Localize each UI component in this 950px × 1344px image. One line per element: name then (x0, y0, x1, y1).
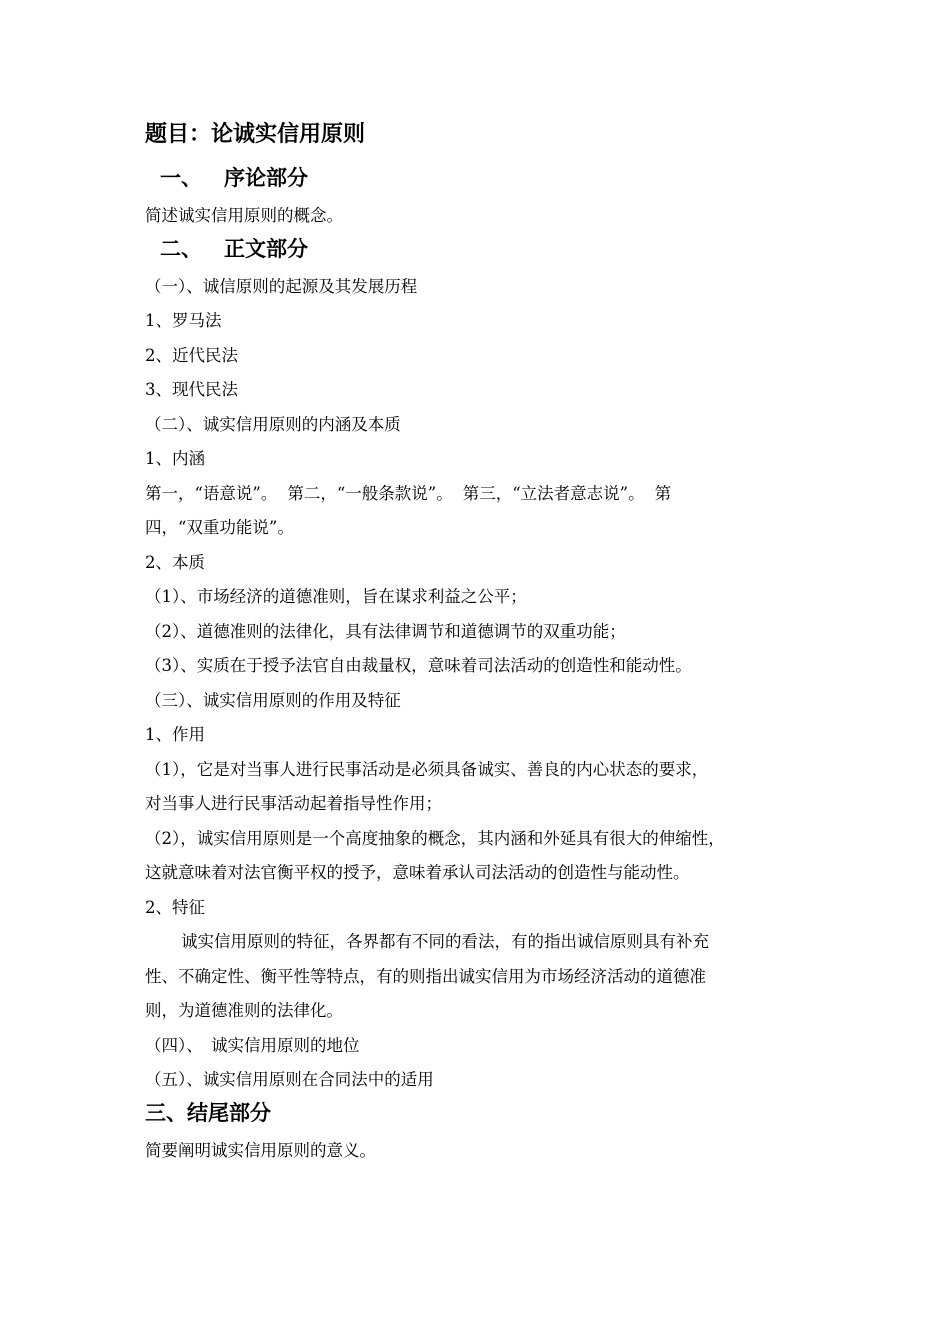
subsection-heading: （一）、诚信原则的起源及其发展历程 (145, 276, 418, 296)
list-item: 2、近代民法 (145, 345, 238, 365)
text-run: 第三，“立法者意志说”。 (462, 483, 645, 503)
list-item: 3、现代民法 (145, 380, 238, 399)
paragraph-line: （2），诚实信用原则是一个高度抽象的概念，其内涵和外延具有很大的伸缩性， (145, 828, 725, 848)
document-title: 题目：论诚实信用原则 (145, 122, 366, 147)
section-heading-body (145, 234, 825, 270)
paragraph-line: 则，为道德准则的法律化。 (145, 1001, 343, 1020)
list-item: 2、特征 (145, 897, 205, 917)
subsection-heading: （三）、诚实信用原则的作用及特征 (145, 690, 401, 710)
paragraph-line: 性、不确定性、衡平性等特点，有的则指出诚实信用为市场经济活动的道德准 (145, 966, 706, 986)
list-item: 1、罗马法 (145, 311, 222, 330)
list-item: 2、本质 (145, 552, 205, 572)
section-number: 一、 (160, 166, 202, 190)
paragraph: 简要阐明诚实信用原则的意义。 (145, 1140, 376, 1160)
text-run: 第一，“语意说”。 (145, 483, 278, 503)
section-title: 序论部分 (224, 166, 308, 190)
list-item: （2）、道德准则的法律化，具有法律调节和道德调节的双重功能； (145, 621, 626, 641)
paragraph-line: （1），它是对当事人进行民事活动是必须具备诚实、善良的内心状态的要求， (145, 759, 709, 779)
paragraph-line: 这就意味着对法官衡平权的授予，意味着承认司法活动的创造性与能动性。 (145, 863, 690, 882)
paragraph: 简述诚实信用原则的概念。 (145, 206, 343, 225)
section-number: 二、 (160, 236, 202, 261)
text-run: 第 (654, 483, 672, 503)
subsection-heading: （五）、诚实信用原则在合同法中的适用 (145, 1070, 434, 1089)
section-heading-intro (145, 163, 825, 199)
subsection-heading: （四）、 诚实信用原则的地位 (145, 1035, 360, 1055)
paragraph-line: 四，“双重功能说”。 (145, 518, 294, 537)
list-item: 1、内涵 (145, 449, 205, 468)
subsection-heading: （二）、诚实信用原则的内涵及本质 (145, 414, 401, 434)
list-item: （1）、市场经济的道德准则，旨在谋求利益之公平； (145, 587, 527, 606)
document-page (145, 120, 825, 1168)
section-heading-conclusion: 三、结尾部分 (145, 1100, 271, 1125)
list-item: 1、作用 (145, 725, 205, 744)
paragraph-line: 诚实信用原则的特征，各界都有不同的看法，有的指出诚信原则具有补充 (181, 932, 709, 951)
section-title: 正文部分 (224, 236, 308, 261)
list-item: （3）、实质在于授予法官自由裁量权，意味着司法活动的创造性和能动性。 (145, 656, 692, 675)
paragraph-line: 对当事人进行民事活动起着指导性作用； (145, 794, 442, 813)
text-run: 第二，“一般条款说”。 (287, 483, 453, 503)
paragraph-line (145, 477, 825, 512)
